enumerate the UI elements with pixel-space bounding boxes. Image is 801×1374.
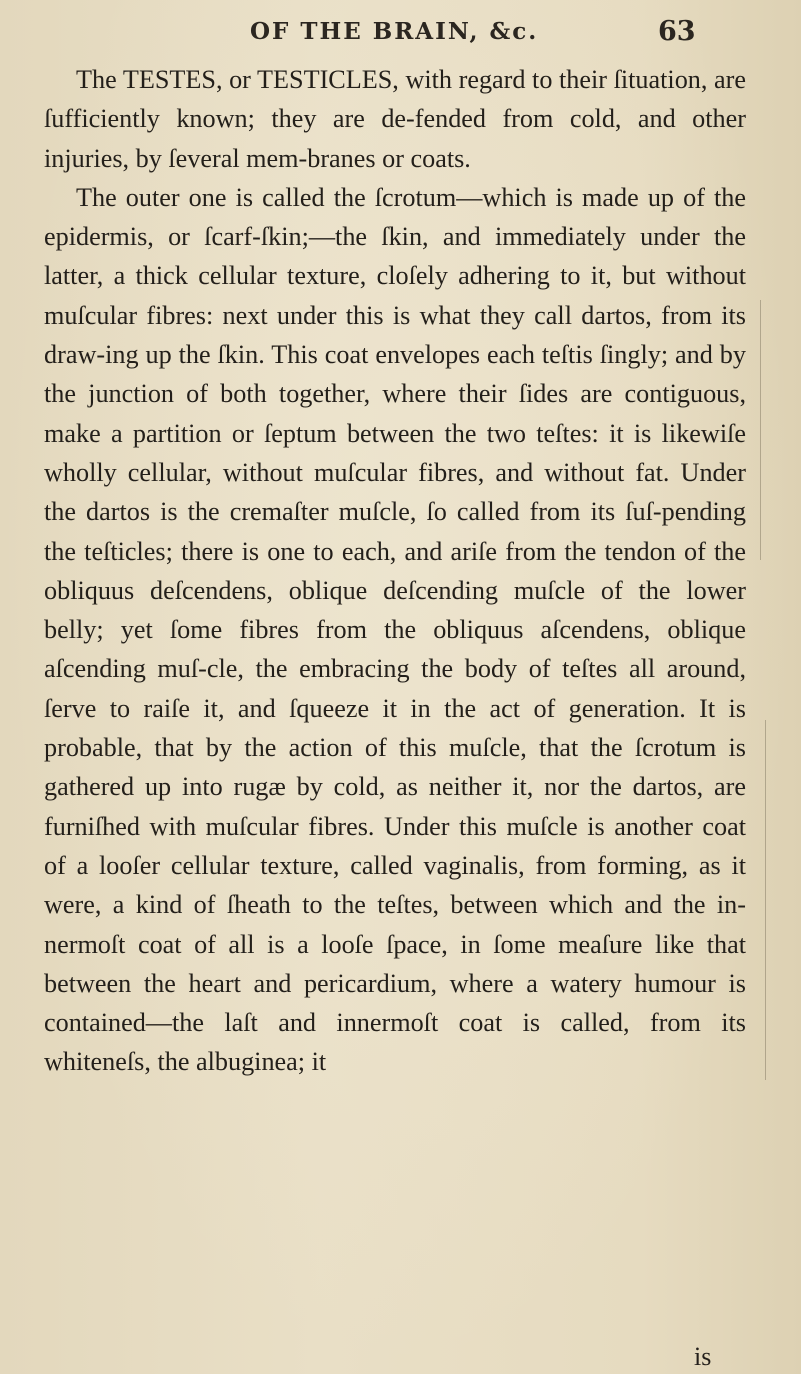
body-text — [44, 60, 746, 1082]
show-through-line — [765, 720, 766, 1080]
paragraph-coats-description: The outer one is called the ſcrotum—which is made up of the epidermis, or ſcarf-ſkin;—the ſkin, and immediately under the latter, a thick cellular texture, cloſely adhering to it, but without muſcular fibres: next under this is what they call dartos, from its draw-ing up the ſkin. This coat envelopes each teſtis ſingly; and by the junction of both together, where their ſides are contiguous, make a partition or ſeptum between the two teſtes: it is likewiſe wholly cellular, without muſcular fibres, and without fat. Under the dartos is the cremaſter muſcle, ſo called from its ſuſ-pending the teſticles; there is one to each, and ariſe from the tendon of the obliquus deſcendens, oblique deſcending muſcle of the lower belly; yet ſome fibres from the obliquus aſcendens, oblique aſcending muſ-cle, the embracing the body of teſtes all around, ſerve to raiſe it, and ſqueeze it in the act of generation. It is probable, that by the action of this muſcle, that the ſcrotum is gathered up into rugæ by cold, as neither it, nor the dartos, are furniſhed with muſcular fibres. Under this muſcle is another coat of a looſer cellular texture, called vaginalis, from forming, as it were, a kind of ſheath to the teſtes, between which and the in-nermoſt coat of all is a looſe ſpace, in ſome meaſure like that between the heart and pericardium, where a watery humour is contained—the laſt and innermoſt coat is called, from its whiteneſs, the albuginea; it — [44, 182, 746, 1077]
paragraph-testes-intro: The TESTES, or TESTICLES, with regard to their ſituation, are ſufficiently known; they are de-fended from cold, and other injuries, by ſeveral mem-branes or coats. — [44, 65, 746, 173]
page-number: 63 — [658, 16, 696, 47]
show-through-line — [760, 300, 761, 560]
running-head: OF THE BRAIN, &c. — [250, 18, 539, 45]
catchword: is — [694, 1342, 712, 1371]
page-header — [0, 16, 801, 52]
